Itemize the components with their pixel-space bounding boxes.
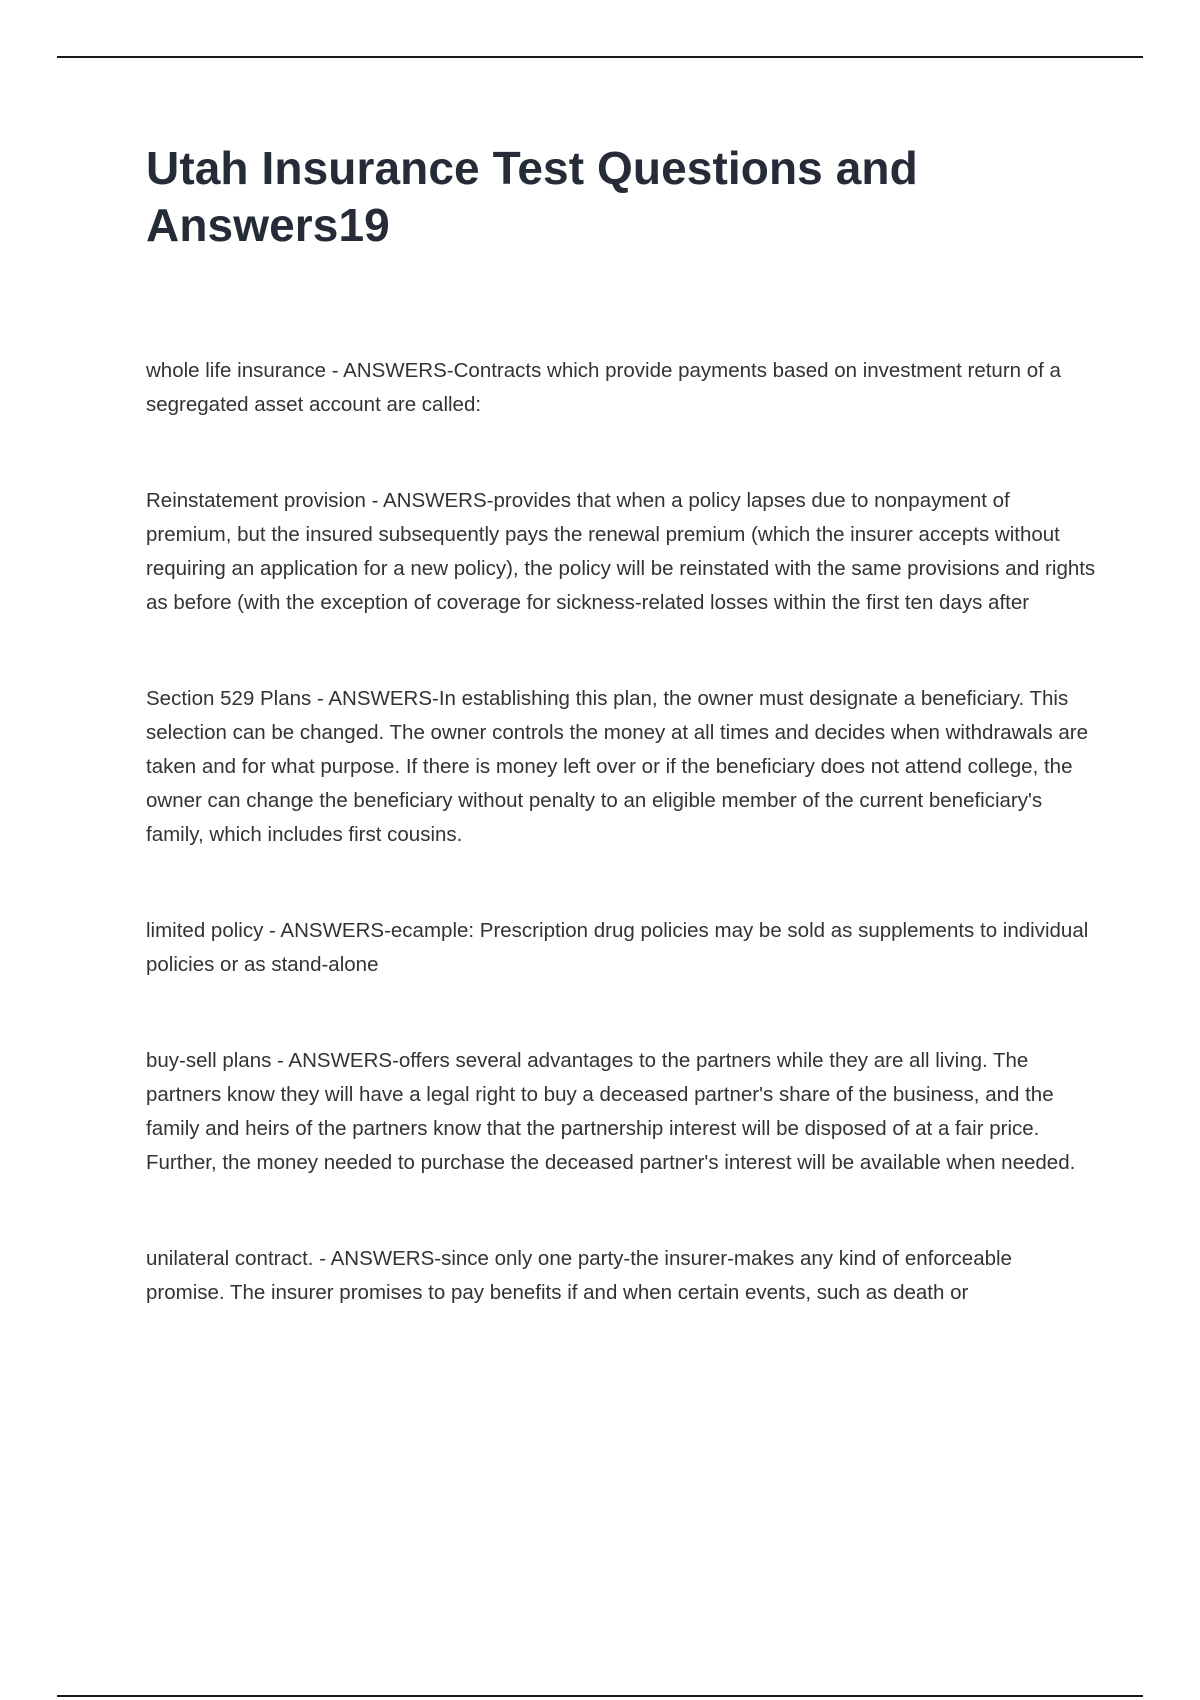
document-content: [146, 140, 1096, 1372]
qa-entry-whole-life: whole life insurance - ANSWERS-Contracts which provide payments based on investment return of a segregated asset account are called:: [146, 359, 1061, 416]
bottom-divider: [57, 1695, 1143, 1697]
qa-entry-section-529: Section 529 Plans - ANSWERS-In establishing this plan, the owner must designate a beneficiary. This selection can be changed. The owner controls the money at all times and decides when withdrawals are taken and for what purpose. If there is money left over or if the beneficiary does not attend college, the owner can change the beneficiary without penalty to an eligible member of the current beneficiary's family, which includes first cousins.: [146, 687, 1089, 846]
qa-entries: [146, 354, 1096, 1310]
qa-entry-buy-sell: buy-sell plans - ANSWERS-offers several advantages to the partners while they are all living. The partners know they will have a legal right to buy a deceased partner's share of the business, and the family and heirs of the partners know that the partnership interest will be disposed of at a fair price. Further, the money needed to purchase the deceased partner's interest will be available when needed.: [146, 1049, 1076, 1174]
qa-entry-limited-policy: limited policy - ANSWERS-ecample: Prescription drug policies may be sold as supplements to individual policies or as stand-alone: [146, 919, 1089, 976]
top-divider: [57, 56, 1143, 58]
qa-entry-unilateral: unilateral contract. - ANSWERS-since only one party-the insurer-makes any kind of enforceable promise. The insurer promises to pay benefits if and when certain events, such as death or: [146, 1247, 1012, 1304]
document-title: Utah Insurance Test Questions and Answers19: [146, 142, 918, 251]
qa-entry-reinstatement: Reinstatement provision - ANSWERS-provides that when a policy lapses due to nonpayment of premium, but the insured subsequently pays the renewal premium (which the insurer accepts without requiring an application for a new policy), the policy will be reinstated with the same provisions and rights as before (with the exception of coverage for sickness-related losses within the first ten days after: [146, 489, 1096, 614]
